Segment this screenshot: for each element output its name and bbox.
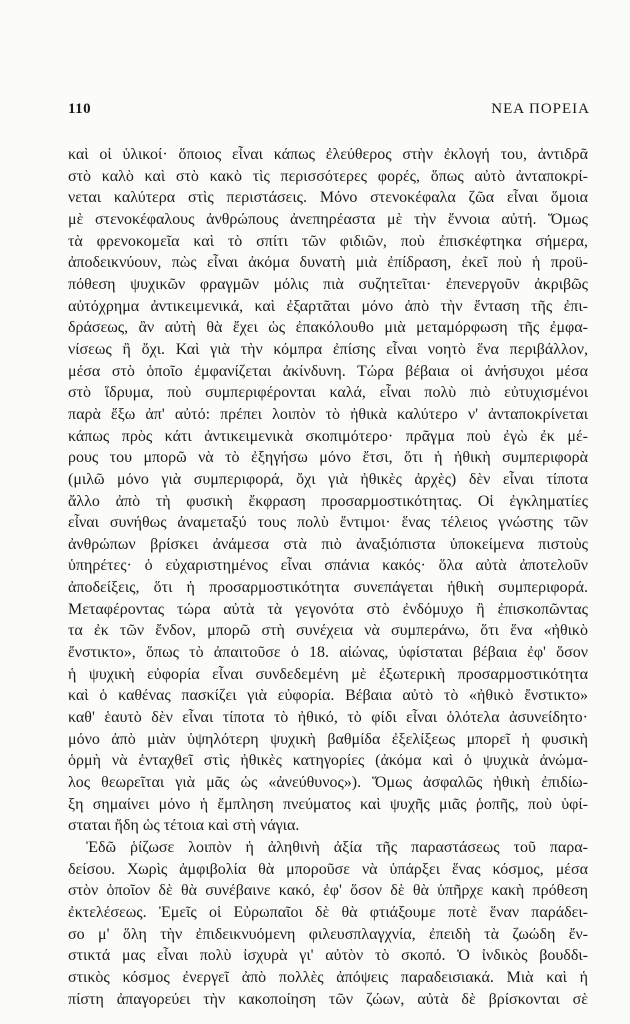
text-line: στικὸς κόσμος ἐνεργεῖ ἀπὸ πολλὲς ἀπόψεις παραδεισιακά. Μιὰ καὶ ἡ [68,968,588,986]
text-line: λος θεωρεῖται γιὰ μᾶς ὡς «ἀνεύθυνος»). Ὅμως ἀσφαλῶς ἠθικὴ ἐπιδίω- [68,774,588,792]
text-line: καὶ ὁ καθένας πασκίζει γιὰ εὐφορία. Βέβαια αὐτὸ τὸ «ἠθικὸ ἔνστικτο» [68,687,588,705]
text-line: αὐτόχρημα ἀντικειμενικά, καὶ ἐξαρτᾶται μόνο ἀπὸ τὴν ἔνταση τῆς ἐπι- [68,297,588,315]
page-header [68,101,590,123]
text-line: στὸ ἵδρυμα, ποὺ συμπεριφέρονται καλά, εἶναι πολὺ πιὸ εὐτυχισμένοι [68,384,588,402]
text-line: σταται ἤδη ὡς τέτοια καὶ στὴ νάγια. [68,817,300,835]
text-line: νίσεως ἢ ὄχι. Καὶ γιὰ τὴν κόμπρα ἐπίσης εἶναι νοητὸ ἕνα περιβάλλον, [68,340,588,358]
text-line: ἀποδείξεις, ὅτι ἡ προσαρμοστικότητα συνεπάγεται ἠθικὴ συμπεριφορά. [68,579,588,597]
text-line: ἡ ψυχικὴ εὐφορία εἶναι συνδεδεμένη μὲ ἐξωτερικὴ προσαρμοστικότητα [68,665,588,683]
text-line: στικτά μας εἶναι πολὺ ἰσχυρὰ γι' αὐτὸν τὸ σκοπό. Ὁ ἰνδικὸς βουδδι- [68,947,588,965]
text-line: μόνο ἀπὸ μιὰν ὑψηλότερη ψυχικὴ βαθμίδα ἐξελίξεως μπορεῖ ἡ φυσικὴ [68,730,588,748]
text-line: νεται καλύτερα στὶς περιστάσεις. Μόνο στενοκέφαλα ζῶα εἶναι ὅμοια [68,189,588,207]
text-line: ρους του μπορῶ νὰ τὸ ἐξηγήσω μόνο ἔτσι, ὅτι ἡ ἠθικὴ συμπεριφορὰ [68,449,588,467]
text-line: ἄλλο ἀπὸ τὴ φυσικὴ ἔκφραση προσαρμοστικότητας. Οἱ ἐγκληματίες [68,492,588,510]
body-text [68,144,588,1010]
paragraph [68,837,588,1010]
text-line: ξη σημαίνει μόνο ἡ ἔμπληση πνεύματος καὶ ψυχῆς μιᾶς ῥοπῆς, ποὺ ὑφί- [68,795,588,813]
text-line: ἔνστικτο», ὅπως τὸ ἀπαιτοῦσε ὁ 18. αἰώνας, ὑφίσταται βέβαια ἐφ' ὅσον [68,644,588,662]
text-line: δείσου. Χωρὶς ἀμφιβολία θὰ μποροῦσε νὰ ὑπάρξει ἕνας κόσμος, μέσα [68,860,588,878]
text-line: πόθεση ψυχικῶν φραγμῶν μόλις πιὰ συζητεῖται· ἐπενεργοῦν ἀκριβῶς [68,275,588,293]
text-line: μέσα στὸ ὁποῖο ἐμφανίζεται ἀκίνδυνη. Τώρα βέβαια οἱ ἀνήσυχοι μέσα [68,362,588,380]
text-line: ἀνθρώπων βρίσκει ἀνάμεσα στὰ πιὸ ἀναξιόπιστα ὑποκείμενα πιστοὺς [68,535,588,553]
text-line: Ἐδῶ ῥίζωσε λοιπὸν ἡ ἀληθινὴ ἀξία τῆς παραστάσεως τοῦ παρα- [86,839,588,856]
text-line: κάπως πρὸς κάτι ἀντικειμενικὰ σκοπιμότερο· πρᾶγμα ποὺ ἐγὼ ἐκ μέ- [68,427,588,445]
text-line: ὑπηρέτες· ὁ εὐχαριστημένος εἶναι σπάνια κακός· ὅλα αὐτὰ ἀποτελοῦν [68,557,588,575]
text-line: δράσεως, ἂν αὐτὴ θὰ ἔχει ὡς ἐπακόλουθο μιὰ μεταμόρφωση τῆς ἐμφα- [68,319,588,337]
text-line: παρὰ ἔξω ἀπ' αὐτό: πρέπει λοιπὸν τὸ ἠθικὰ καλύτερο ν' ἀνταποκρίνεται [68,405,588,423]
journal-title: ΝΕΑ ΠΟΡΕΙΑ [491,101,590,117]
text-line: στὸ καλὸ καὶ στὸ κακὸ τὶς περισσότερες φορές, ὅπως αὐτὸ ἀνταποκρί- [68,167,588,185]
text-line: ὁρμὴ νὰ ἐνταχθεῖ στὶς ἠθικὲς κατηγορίες (ἀκόμα καὶ ὁ ψυχικὰ ἀνώμα- [68,752,588,770]
text-line: εἶναι συνήθως ἀναμεταξύ τους πολὺ ἔντιμοι· ἕνας τέλειος γνώστης τῶν [68,514,588,532]
text-line: ἀποδεικνύουν, πὼς εἶναι ἀκόμα δυνατὴ μιὰ ἐπίδραση, ἐκεῖ ποὺ ἡ προϋ- [68,254,588,272]
text-line: Μεταφέροντας τώρα αὐτὰ τὰ γεγονότα στὸ ἐνδόμυχο ἢ ἐπισκοπῶντας [68,600,588,618]
text-line: στὸν ὁποῖον δὲ θὰ συνέβαινε κακό, ἐφ' ὅσον δὲ θὰ ὑπῆρχε κακὴ πρόθεση [68,882,588,900]
text-line: ἐκτελέσεως. Ἐμεῖς οἱ Εὐρωπαῖοι δὲ θὰ φτιάξουμε ποτὲ ἕναν παράδει- [68,903,588,921]
text-line: μὲ στενοκέφαλους ἀνθρώπους ἀνεπηρέαστα μὲ τὴν ἔννοια αὐτή. Ὅμως [68,210,588,228]
text-line: καὶ οἱ ὑλικοί· ὅποιος εἶναι κάπως ἐλεύθερος στὴν ἐκλογή του, ἀντιδρᾶ [68,146,588,163]
text-line: τα ἐκ τῶν ἔνδον, μπορῶ στὴ συνέχεια νὰ συμπεράνω, ὅτι ἕνα «ἠθικὸ [68,622,588,640]
text-line: καθ' ἑαυτὸ δὲν εἶναι τίποτα τὸ ἠθικό, τὸ φίδι εἶναι ὁλότελα ἀσυνείδητο· [68,709,588,727]
text-line: σο μ' ὅλη τὴν ἐπιδεικνυόμενη φιλευσπλαγχνία, ἐπειδὴ τὰ ζωώδη ἔν- [68,925,588,943]
text-line: τὰ φρενοκομεῖα καὶ τὸ σπίτι τῶν φιδιῶν, ποὺ ἐπισκέφτηκα σήμερα, [68,232,588,250]
text-line: (μιλῶ μόνο γιὰ συμπεριφορά, ὄχι γιὰ ἠθικὲς ἀρχὲς) δὲν εἶναι τίποτα [68,470,588,488]
page-number: 110 [68,101,92,117]
text-line: πίστη ἀπαγορεύει τὴν κακοποίηση τῶν ζώων, αὐτὰ δὲ βρίσκονται σὲ [68,990,588,1008]
paragraph [68,144,588,837]
